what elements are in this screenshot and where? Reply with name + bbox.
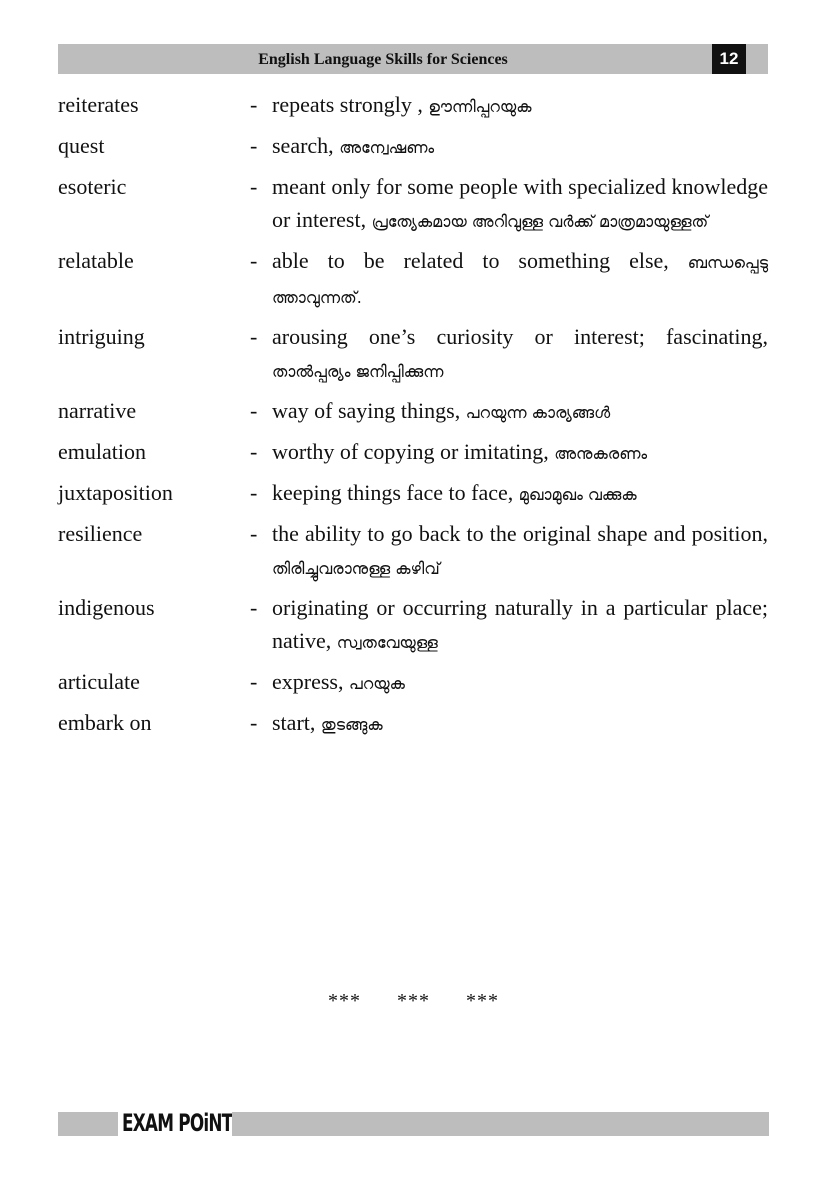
definition-english: search, xyxy=(272,133,334,158)
vocab-dash: - xyxy=(250,595,258,620)
definition-malayalam: പറയുക xyxy=(348,674,405,693)
vocab-definition xyxy=(272,394,768,429)
vocab-dash: - xyxy=(250,439,258,464)
vocab-definition xyxy=(272,476,768,511)
vocab-term: relatable xyxy=(58,248,134,273)
vocab-dash: - xyxy=(250,248,258,273)
book-title: English Language Skills for Sciences xyxy=(258,51,508,68)
vocab-definition xyxy=(272,435,768,470)
definition-english: express, xyxy=(272,669,344,694)
vocab-term: emulation xyxy=(58,439,146,464)
definition-malayalam: അനുകരണം xyxy=(554,444,648,463)
vocab-term: reiterates xyxy=(58,92,139,117)
vocab-entry xyxy=(58,706,768,741)
vocab-entry xyxy=(58,591,768,659)
vocab-entry xyxy=(58,394,768,429)
vocab-entry xyxy=(58,170,768,238)
vocab-dash: - xyxy=(250,133,258,158)
definition-malayalam: സ്വതവേയുള്ള xyxy=(336,633,438,652)
vocab-term: quest xyxy=(58,133,105,158)
definition-malayalam: അന്വേഷണം xyxy=(339,138,435,157)
vocab-dash: - xyxy=(250,92,258,117)
vocab-entry xyxy=(58,435,768,470)
vocab-entry xyxy=(58,665,768,700)
vocab-term: indigenous xyxy=(58,595,155,620)
vocab-definition xyxy=(272,129,768,164)
footer-bar-left xyxy=(58,1112,118,1136)
vocab-definition xyxy=(272,665,768,700)
vocab-definition xyxy=(272,170,768,238)
definition-english: able to be related to something else, xyxy=(272,248,669,273)
definition-english: originating or occurring naturally in a particular place; native, xyxy=(272,595,768,653)
vocab-entry xyxy=(58,244,768,314)
vocab-definition xyxy=(272,591,768,659)
vocab-definition xyxy=(272,706,768,741)
vocab-term: juxtaposition xyxy=(58,480,173,505)
vocab-dash: - xyxy=(250,324,258,349)
vocab-definition xyxy=(272,244,768,314)
definition-english: keeping things face to face, xyxy=(272,480,514,505)
definition-malayalam: ഊന്നിപ്പറയുക xyxy=(428,97,532,116)
definition-english: start, xyxy=(272,710,316,735)
vocab-term: narrative xyxy=(58,398,137,423)
vocab-entry xyxy=(58,88,768,123)
vocab-entry xyxy=(58,476,768,511)
definition-malayalam: തിരിച്ചുവരാനുള്ള കഴിവ് xyxy=(272,559,440,578)
vocab-dash: - xyxy=(250,174,258,199)
section-separator: *** *** *** xyxy=(328,990,499,1012)
vocab-term: intriguing xyxy=(58,324,145,349)
vocab-entry xyxy=(58,129,768,164)
page-header xyxy=(58,44,768,74)
definition-malayalam: തുടങ്ങുക xyxy=(320,715,383,734)
definition-malayalam: മുഖാമുഖം വക്കുക xyxy=(518,485,637,504)
vocab-entry xyxy=(58,320,768,388)
vocab-definition xyxy=(272,88,768,123)
definition-english: arousing one’s curiosity or interest; fascinating, xyxy=(272,324,768,349)
definition-english: worthy of copying or imitating, xyxy=(272,439,549,464)
vocab-term: articulate xyxy=(58,669,140,694)
vocab-definition xyxy=(272,517,768,585)
definition-malayalam: ബന്ധപ്പെടു ത്താവുന്നത്. xyxy=(272,253,769,307)
footer-bar-right xyxy=(232,1112,769,1136)
definition-malayalam: പറയുന്ന കാര്യങ്ങൾ xyxy=(465,403,611,422)
vocab-entry xyxy=(58,517,768,585)
definition-malayalam: പ്രത്യേകമായ അറിവുള്ള വർക്ക് മാത്രമായുള്ളത് xyxy=(371,212,709,231)
definition-english: meant only for some people with specialized knowledge or interest, xyxy=(272,174,768,232)
vocab-dash: - xyxy=(250,480,258,505)
vocabulary-list xyxy=(58,88,768,747)
vocab-dash: - xyxy=(250,710,258,735)
vocab-term: embark on xyxy=(58,710,152,735)
vocab-dash: - xyxy=(250,669,258,694)
vocab-definition xyxy=(272,320,768,388)
vocab-term: esoteric xyxy=(58,174,127,199)
page-number: 12 xyxy=(712,44,746,74)
vocab-dash: - xyxy=(250,521,258,546)
definition-english: repeats strongly , xyxy=(272,92,423,117)
vocab-dash: - xyxy=(250,398,258,423)
exampoint-logo: EXAM POiNT xyxy=(122,1109,233,1137)
definition-english: the ability to go back to the original shape and position, xyxy=(272,521,768,546)
vocab-term: resilience xyxy=(58,521,143,546)
definition-malayalam: താൽപ്പര്യം ജനിപ്പിക്കുന്ന xyxy=(272,362,444,381)
definition-english: way of saying things, xyxy=(272,398,461,423)
